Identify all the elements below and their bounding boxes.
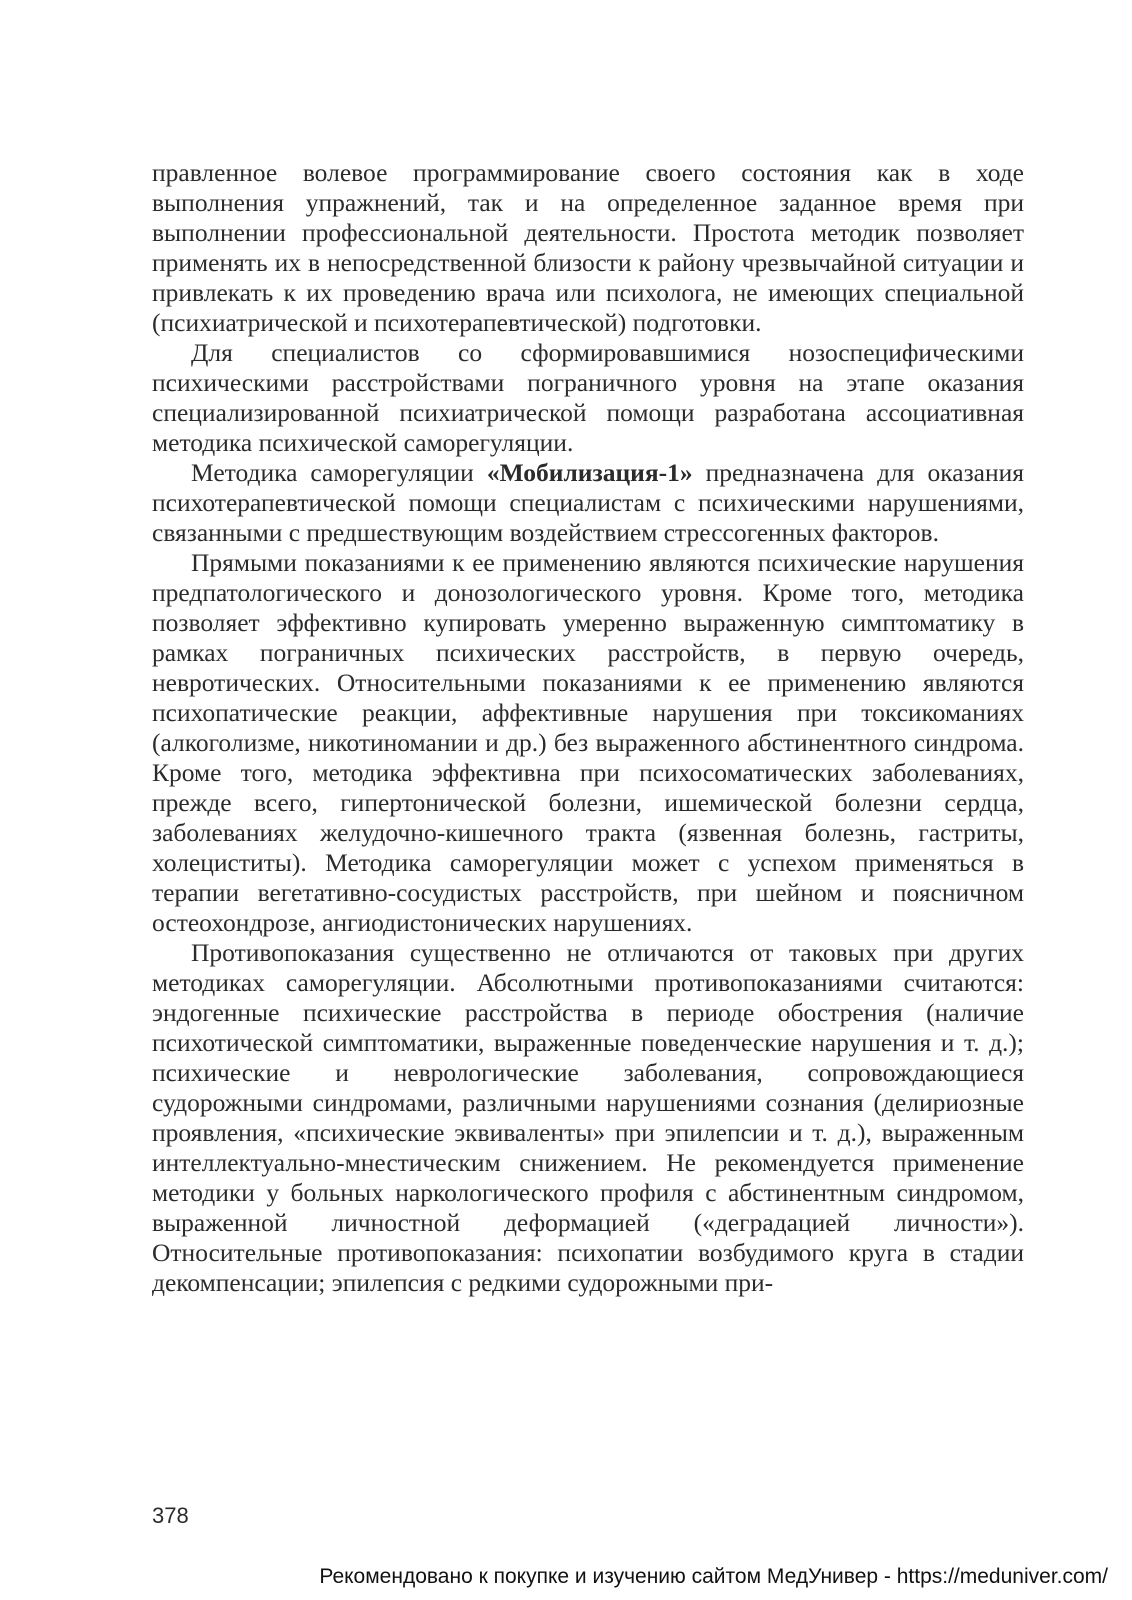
- paragraph-5: Противопоказания существенно не отличаются от таковых при других методиках саморегуляции. Абсолютными противопоказаниями считаются: эндогенные психические расстройства в периоде обострения (наличие психотической симптоматики, выраженные поведенческие нарушения и т. д.); психические и неврологические заболевания, сопровождающиеся судорожными синдромами, различными нарушениями сознания (делириозные проявления, «психические эквиваленты» при эпилепсии и т. д.), выраженным интеллектуально-мнестическим снижением. Не рекомендуется применение методики у больных наркологического профиля с абстинентным синдромом, выраженной личностной деформацией («деградацией личности»). Относительные противопоказания: психопатии возбудимого круга в стадии декомпенсации; эпилепсия с редкими судорожными при-: [152, 938, 1024, 1297]
- paragraph-2: Для специалистов со сформировавшимися нозоспецифическими психическими расстройствами пограничного уровня на этапе оказания специализированной психиатрической помощи разработана ассоциативная методика психической саморегуляции.: [152, 338, 1024, 457]
- paragraph-1: правленное волевое программирование своего состояния как в ходе выполнения упражнений, так и на определенное заданное время при выполнении профессиональной деятельности. Простота методик позволяет применять их в непосредственной близости к району чрезвычайной ситуации и привлекать к их проведению врача или психолога, не имеющих специальной (психиатрической и психотерапевтической) подготовки.: [152, 158, 1024, 337]
- footer-watermark-text: Рекомендовано к покупке и изучению сайтом МедУнивер - https://meduniver.com/: [319, 1565, 1108, 1588]
- paragraph-3: [152, 458, 1024, 548]
- paragraph-4: Прямыми показаниями к ее применению являются психические нарушения предпатологического и донозологического уровня. Кроме того, методика позволяет эффективно купировать умеренно выраженную симптоматику в рамках пограничных психических расстройств, в первую очередь, невротических. Относительными показаниями к ее применению являются психопатические реакции, аффективные нарушения при токсикоманиях (алкоголизме, никотиномании и др.) без выраженного абстинентного синдрома. Кроме того, методика эффективна при психосоматических заболеваниях, прежде всего, гипертонической болезни, ишемической болезни сердца, заболеваниях желудочно-кишечного тракта (язвенная болезнь, гастриты, холециститы). Методика саморегуляции может с успехом применяться в терапии вегетативно-сосудистых расстройств, при шейном и поясничном остеохондрозе, ангиодистонических нарушениях.: [152, 548, 1024, 937]
- paragraph-3-end: предназначена для оказания психотерапевтической помощи специалистам с психическими нарушениями, связанными с предшествующим воздействием стрессогенных факторов.: [152, 458, 1025, 547]
- body-text: [152, 158, 1024, 1298]
- paragraph-3-start: Методика саморегуляции: [191, 458, 487, 487]
- page-number: 378: [152, 1503, 189, 1528]
- method-name-bold: «Мобилизация-1»: [486, 458, 693, 487]
